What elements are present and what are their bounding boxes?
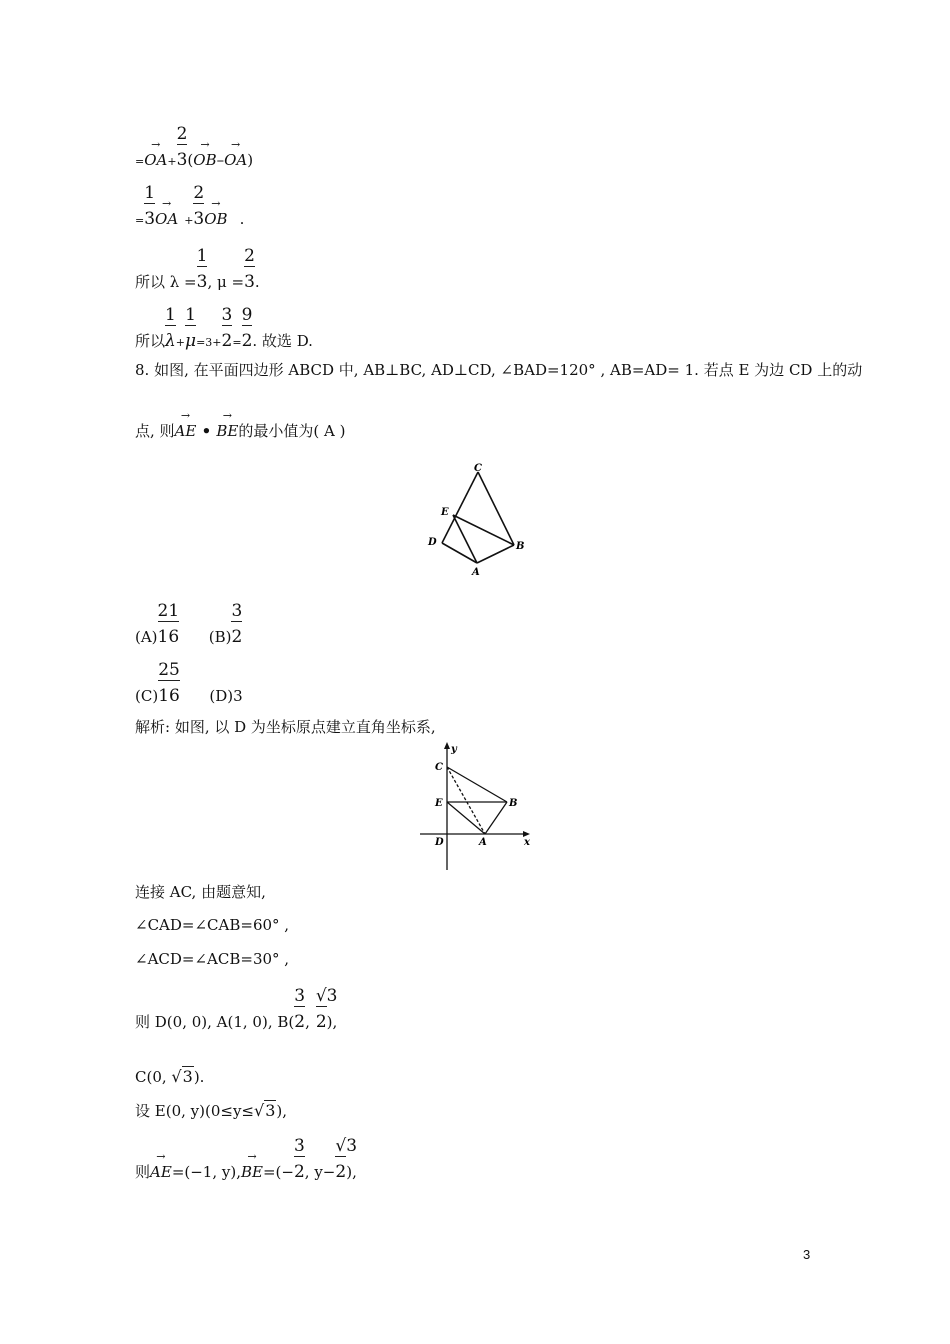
quadrilateral-figure	[420, 460, 530, 580]
page-number: 3	[803, 1247, 811, 1262]
fraction-3-2: $\frac{3}{2}$	[293, 1136, 305, 1182]
fraction-sqrt3-2: $\frac{√3}{2}$	[335, 1136, 358, 1182]
vector-ae: → AE	[175, 421, 197, 441]
angle-line-1: ∠CAD=∠CAB=60° ,	[135, 916, 290, 934]
label-e: E	[435, 798, 443, 809]
solution-intro: 解析: 如图, 以 D 为坐标原点建立直角坐标系,	[135, 718, 436, 736]
label-b: B	[509, 798, 518, 809]
step-line-2: = $\frac{1}{3}\to$ OA + $\frac{2}{3}\to$ OB .	[135, 209, 244, 231]
label-d: D	[428, 537, 437, 548]
label-a: A	[472, 567, 480, 578]
coordinate-figure	[420, 742, 535, 874]
fraction-25-16: $\frac{25}{16}$	[158, 660, 180, 706]
fraction-1-lambda: $\frac{1}{\lambda}$	[165, 305, 176, 351]
angle-line-2: ∠ACD=∠ACB=30° ,	[135, 950, 290, 968]
fraction-9-2: $\frac{9}{2}$	[241, 305, 253, 351]
axis-label-y: y	[451, 744, 457, 755]
fraction-21-16: $\frac{21}{16}$	[157, 601, 180, 647]
vector-ob: → OB	[204, 209, 227, 229]
question-8-text-cont: 点, 则→ AE • → BE的最小值为( A )	[135, 421, 345, 441]
point-e-line: 设 E(0, y)(0≤y≤√3),	[135, 1101, 287, 1120]
coordinates-line: 则 D(0, 0), A(1, 0), B( $\frac{3}{2}$, $\frac{√3}{2}$),	[135, 986, 338, 1032]
option-c[interactable]: (C) $\frac{25}{16}$	[135, 660, 180, 706]
label-a: A	[479, 837, 487, 848]
fraction-3-2: $\frac{3}{2}$	[294, 986, 306, 1032]
vector-ae: → AE	[150, 1162, 172, 1182]
answer-conclusion: 所以 $\frac{1}{\lambda}+$ $\frac{1}{\mu}=3+$ $\frac{3}{2}=$ $\frac{9}{2}$. 故选 D.	[135, 305, 313, 351]
label-c: C	[435, 762, 443, 773]
option-a[interactable]: (A) $\frac{21}{16}$	[135, 601, 180, 647]
fraction-1-3: $\frac{1}{3}$	[196, 246, 208, 292]
fraction-sqrt3-2: $\frac{√3}{2}$	[315, 986, 338, 1032]
vector-oa: → OA	[155, 209, 178, 229]
option-b[interactable]: (B) $\frac{3}{2}$	[208, 601, 243, 647]
vector-ob: → OB	[193, 150, 216, 170]
label-d: D	[435, 837, 444, 848]
fraction-2-3: $\frac{2}{3}$	[176, 124, 188, 170]
sqrt-3: √3	[171, 1067, 193, 1086]
vector-be: → BE	[216, 421, 238, 441]
option-d[interactable]: (D)3	[209, 687, 243, 705]
step-line-1: =→ OA+ $\frac{2}{3}(\to OB-\to OA)$	[135, 150, 253, 172]
label-b: B	[516, 541, 525, 552]
fraction-1-3: $\frac{1}{3}$	[144, 183, 156, 229]
connect-ac-line: 连接 AC, 由题意知,	[135, 883, 266, 901]
point-c-line: C(0, √3).	[135, 1067, 205, 1086]
sqrt-3: √3	[253, 1101, 276, 1120]
fraction-1-mu: $\frac{1}{\mu}$	[185, 305, 197, 351]
fraction-2-3: $\frac{2}{3}$	[244, 246, 255, 292]
label-e: E	[441, 507, 449, 518]
lambda-mu-values: 所以 λ = $\frac{1}{3}$, μ = $\frac{2}{3}$.	[135, 246, 260, 292]
vector-be: → BE	[241, 1162, 263, 1182]
axis-label-x: x	[524, 837, 530, 848]
vector-oa: → OA	[144, 150, 167, 170]
option-c-d-row	[135, 660, 243, 706]
option-a-b-row	[135, 601, 243, 647]
fraction-2-3: $\frac{2}{3}$	[193, 183, 205, 229]
question-8-text: 8. 如图, 在平面四边形 ABCD 中, AB⊥BC, AD⊥CD, ∠BAD=120° , AB=AD= 1. 若点 E 为边 CD 上的动	[135, 361, 863, 379]
vectors-line: 则→ AE=(−1, y),→ BE=(− $\frac{3}{2}$, y− $\frac{√3}{2}$),	[135, 1162, 357, 1182]
label-c: C	[474, 463, 482, 474]
fraction-3-2: $\frac{3}{2}$	[231, 601, 243, 647]
vector-oa-2: → OA	[224, 150, 247, 170]
fraction-3-2: $\frac{3}{2}$	[221, 305, 233, 351]
